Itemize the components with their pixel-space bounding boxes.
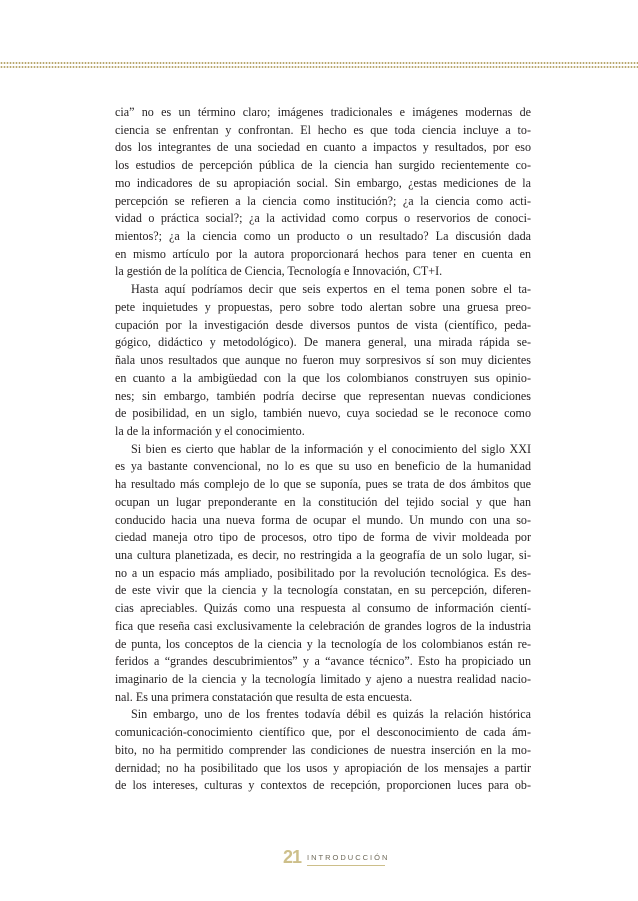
paragraph-3 — [115, 442, 531, 708]
text-line: Hasta aquí podríamos decir que seis expertos en el tema ponen sobre el ta- — [131, 282, 531, 297]
text-line: gógico, didáctico y metodológico). De manera general, una mirada rápida se- — [115, 335, 531, 350]
text-line: dernidad; no ha posibilitado que los usos y apropiación de los mensajes a partir — [115, 760, 531, 775]
text-line: percepción se refieren a la ciencia como institución?; ¿a la ciencia como acti- — [115, 193, 531, 208]
text-line: de punta, los conceptos de la ciencia y la tecnología de los colombianos están re- — [115, 636, 531, 651]
text-line: ciedad maneja otro tipo de procesos, otro tipo de forma de vivir moldeada por — [115, 530, 531, 545]
text-line: cia” no es un término claro; imágenes tradicionales e imágenes modernas de — [115, 105, 531, 119]
text-line: ha resultado más complejo de lo que se suponía, pues se trata de dos ámbitos que — [115, 477, 531, 492]
text-line: de los intereses, culturas y contextos de recepción, proporcionen luces para ob- — [115, 778, 531, 793]
text-line: cias apreciables. Quizás como una respuesta al consumo de información cientí- — [115, 601, 531, 616]
text-line: una cultura planetizada, es decir, no restringida a la geografía de un solo lugar, si- — [115, 547, 531, 562]
text-line: ocupan un lugar preponderante en la constitución del tejido social y que han — [115, 494, 531, 509]
text-line: imaginario de la ciencia y la tecnología limitado y ajeno a nuestra realidad nacio- — [115, 672, 531, 686]
text-line: es ya bastante convencional, no lo es que su uso en beneficio de la humanidad — [115, 459, 531, 474]
text-line: de este vivir que la ciencia y la tecnología constatan, en su percepción, diferen- — [115, 583, 531, 598]
paragraph-2 — [115, 282, 531, 441]
text-line: comunicación-conocimiento científico que, por el desconocimiento de cada ám- — [115, 725, 531, 740]
top-dotted-rule-secondary — [0, 66, 638, 68]
running-footer — [307, 853, 389, 866]
text-line: Sin embargo, uno de los frentes todavía débil es quizás la relación histórica — [131, 707, 531, 722]
text-line: mo indicadores de su apropiación social. Sin embargo, ¿estas mediciones de la — [115, 175, 531, 190]
text-line: feridos a “grandes descubrimientos” y a “avance técnico”. Esto ha propiciado un — [115, 654, 531, 669]
text-line: ciencia se enfrentan y confrontan. El hecho es que toda ciencia incluye a to- — [115, 122, 531, 137]
text-line: conducido hacia una nueva forma de ocupar el mundo. Un mundo con una so- — [115, 512, 531, 527]
top-dotted-rule — [0, 62, 638, 64]
text-line: bito, no ha permitido comprender las condiciones de nuestra inserción en la mo- — [115, 742, 531, 757]
text-line: en mismo artículo por la autora proporcionará hechos para tener en cuenta en — [115, 246, 531, 261]
text-line: fica que reseña casi exclusivamente la celebración de grandes logros de la industria — [115, 618, 531, 633]
text-line: ñala unos resultados que aunque no fueron muy sorpresivos sí son muy dicientes — [115, 353, 531, 368]
page-number: 21 — [283, 847, 302, 867]
text-line: nal. Es una primera constatación que resulta de esta encuesta. — [115, 689, 413, 704]
text-line: la gestión de la política de Ciencia, Tecnología e Innovación, CT+I. — [115, 264, 443, 279]
text-line: nes; sin embargo, también podría decirse que representan nuevas condiciones — [115, 388, 531, 403]
footer-rule — [307, 865, 385, 866]
text-line: dos los integrantes de una sociedad en cuanto a impactos y resultados, por eso — [115, 140, 531, 155]
text-line: la de la información y el conocimiento. — [115, 423, 305, 438]
text-line: Si bien es cierto que hablar de la información y el conocimiento del siglo XXI — [131, 441, 531, 456]
text-line: pete inquietudes y propuestas, pero sobre todo alertan sobre una gruesa preo- — [115, 299, 531, 314]
text-line: los estudios de percepción pública de la ciencia han surgido recientemente co- — [115, 158, 531, 173]
text-line: de posibilidad, en un siglo, también nuevo, cuya sociedad se le reconoce como — [115, 406, 531, 421]
text-line: mientos?; ¿a la ciencia como un producto o un resultado? La discusión dada — [115, 229, 531, 244]
top-dotted-band — [0, 62, 638, 70]
paragraph-1 — [115, 105, 531, 282]
text-line: no a un espacio más ampliado, posibilitado por la revolución tecnológica. Es des- — [115, 565, 531, 580]
text-line: cupación por la investigación desde diversos puntos de vista (científico, peda- — [115, 317, 531, 332]
page-footer — [283, 848, 389, 866]
body-text — [115, 105, 531, 796]
section-title: INTRODUCCIÓN — [307, 853, 390, 862]
text-line: en cuanto a la ambigüedad con la que los colombianos construyen sus opinio- — [115, 370, 531, 385]
paragraph-4 — [115, 707, 531, 796]
text-line: vidad o práctica social?; ¿a la actividad como corpus o reservorios de conoci- — [115, 211, 531, 226]
